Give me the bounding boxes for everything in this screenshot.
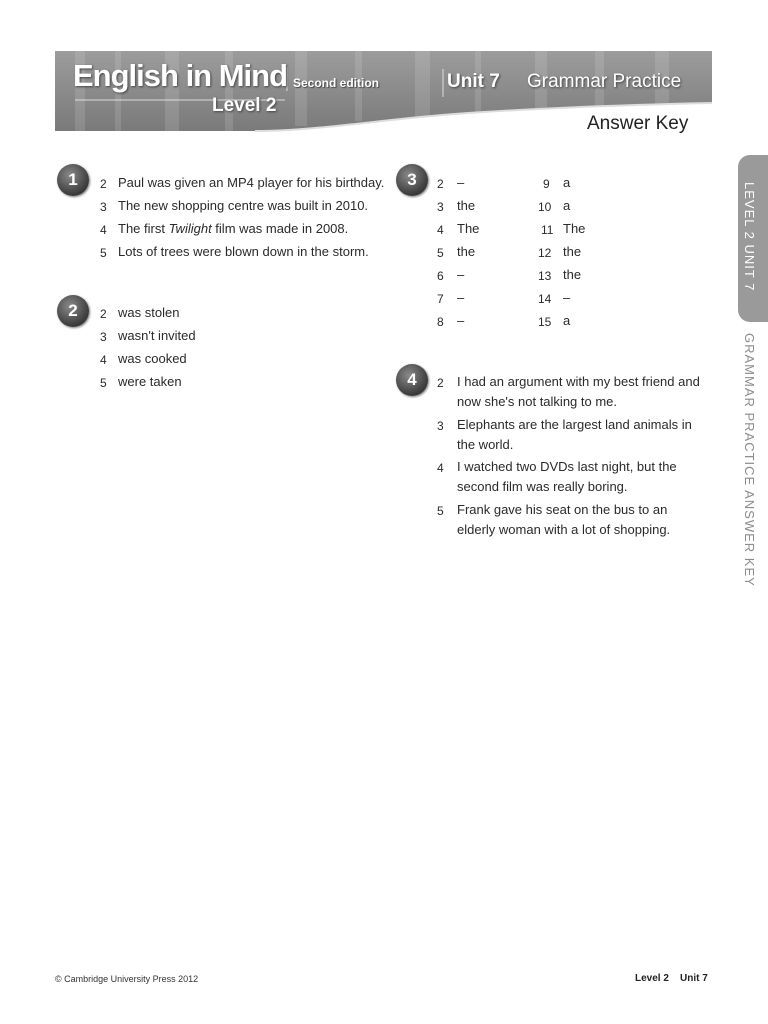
- ex1-item-answer: The new shopping centre was built in 2010.: [118, 198, 369, 213]
- ex3-item-number: 4: [437, 223, 444, 237]
- ex3-item-number: 7: [437, 292, 444, 306]
- film-title: Twilight: [168, 221, 212, 236]
- level-label: Level 2: [212, 95, 277, 116]
- ex2-item-answer: were taken: [118, 374, 182, 389]
- ex4-item-answer: I had an argument with my best friend and now she's not talking to me.: [457, 374, 700, 409]
- ex2-item-number: 5: [100, 376, 107, 390]
- ex3-item-number: 14: [538, 292, 552, 306]
- ex3-item-answer: –: [563, 290, 571, 305]
- ex4-item-answer: Frank gave his seat on the bus to an elderly woman with a lot of shopping.: [457, 502, 671, 537]
- ex4-item-answer: Elephants are the largest land animals in the world.: [457, 417, 692, 452]
- exercise-2-badge: 2: [57, 295, 89, 327]
- ex3-item-answer: The: [457, 221, 480, 236]
- ex3-item-answer: –: [457, 313, 465, 328]
- ex4-item-answer: I watched two DVDs last night, but the second film was really boring.: [457, 459, 677, 494]
- ex1-item-number: 5: [100, 246, 107, 260]
- ex3-item-answer: a: [563, 313, 571, 328]
- exercise-4-badge: 4: [396, 364, 428, 396]
- ex1-item-answer-post: film was made in 2008.: [211, 221, 349, 236]
- side-tab-level-unit: LEVEL 2 UNIT 7: [742, 182, 757, 292]
- ex3-item-number: 5: [437, 246, 444, 260]
- section-label: Grammar Practice: [527, 71, 682, 92]
- ex3-item-answer: –: [457, 290, 465, 305]
- ex1-item-answer: Paul was given an MP4 player for his birthday.: [118, 175, 385, 190]
- ex3-item-answer: a: [563, 175, 571, 190]
- page-reference: Level 2 Unit 7: [635, 973, 708, 984]
- page-subtitle: Answer Key: [587, 113, 689, 134]
- ex3-item-number: 15: [538, 315, 552, 329]
- exercise-1-badge: 1: [57, 164, 89, 196]
- side-tab-section: GRAMMAR PRACTICE ANSWER KEY: [742, 333, 757, 587]
- ex1-item-number: 3: [100, 200, 107, 214]
- ex2-item-answer: was stolen: [118, 305, 180, 320]
- ex3-item-number: 13: [538, 269, 552, 283]
- ex3-item-answer: the: [563, 244, 582, 259]
- ex4-item-number: 2: [437, 376, 444, 390]
- ex3-item-number: 8: [437, 315, 444, 329]
- brand-title: English in Mind: [73, 58, 288, 93]
- ex1-item-number: 4: [100, 223, 107, 237]
- ex1-item-number: 2: [100, 177, 107, 191]
- exercise-3-badge: 3: [396, 164, 428, 196]
- copyright: © Cambridge University Press 2012: [55, 974, 199, 984]
- ex4-item-number: 4: [437, 461, 444, 475]
- ex3-item-answer: the: [457, 198, 476, 213]
- ex3-item-answer: –: [457, 267, 465, 282]
- ex1-item-answer: [118, 219, 348, 239]
- ex3-item-number: 12: [538, 246, 552, 260]
- ex3-item-answer: a: [563, 198, 571, 213]
- ex2-item-number: 4: [100, 353, 107, 367]
- ex3-item-answer: –: [457, 175, 465, 190]
- ex3-item-number: 11: [541, 223, 554, 237]
- ex3-item-answer: the: [563, 267, 582, 282]
- ex4-item-number: 5: [437, 504, 444, 518]
- ex3-item-number: 2: [437, 177, 444, 191]
- ex1-item-answer-pre: The first: [118, 221, 169, 236]
- ex3-item-answer: The: [563, 221, 586, 236]
- ex2-item-answer: wasn't invited: [118, 328, 196, 343]
- ex3-item-number: 6: [437, 269, 444, 283]
- ex4-item-number: 3: [437, 419, 444, 433]
- ex2-item-answer: was cooked: [118, 351, 187, 366]
- ex2-item-number: 2: [100, 307, 107, 321]
- ex3-item-number: 3: [437, 200, 444, 214]
- ex3-item-answer: the: [457, 244, 476, 259]
- ex2-item-number: 3: [100, 330, 107, 344]
- ex3-item-number: 10: [538, 200, 552, 214]
- unit-label: Unit 7: [447, 71, 500, 92]
- ex1-item-answer: Lots of trees were blown down in the storm.: [118, 244, 369, 259]
- edition-label: Second edition: [293, 76, 380, 90]
- ex3-item-number: 9: [543, 177, 550, 191]
